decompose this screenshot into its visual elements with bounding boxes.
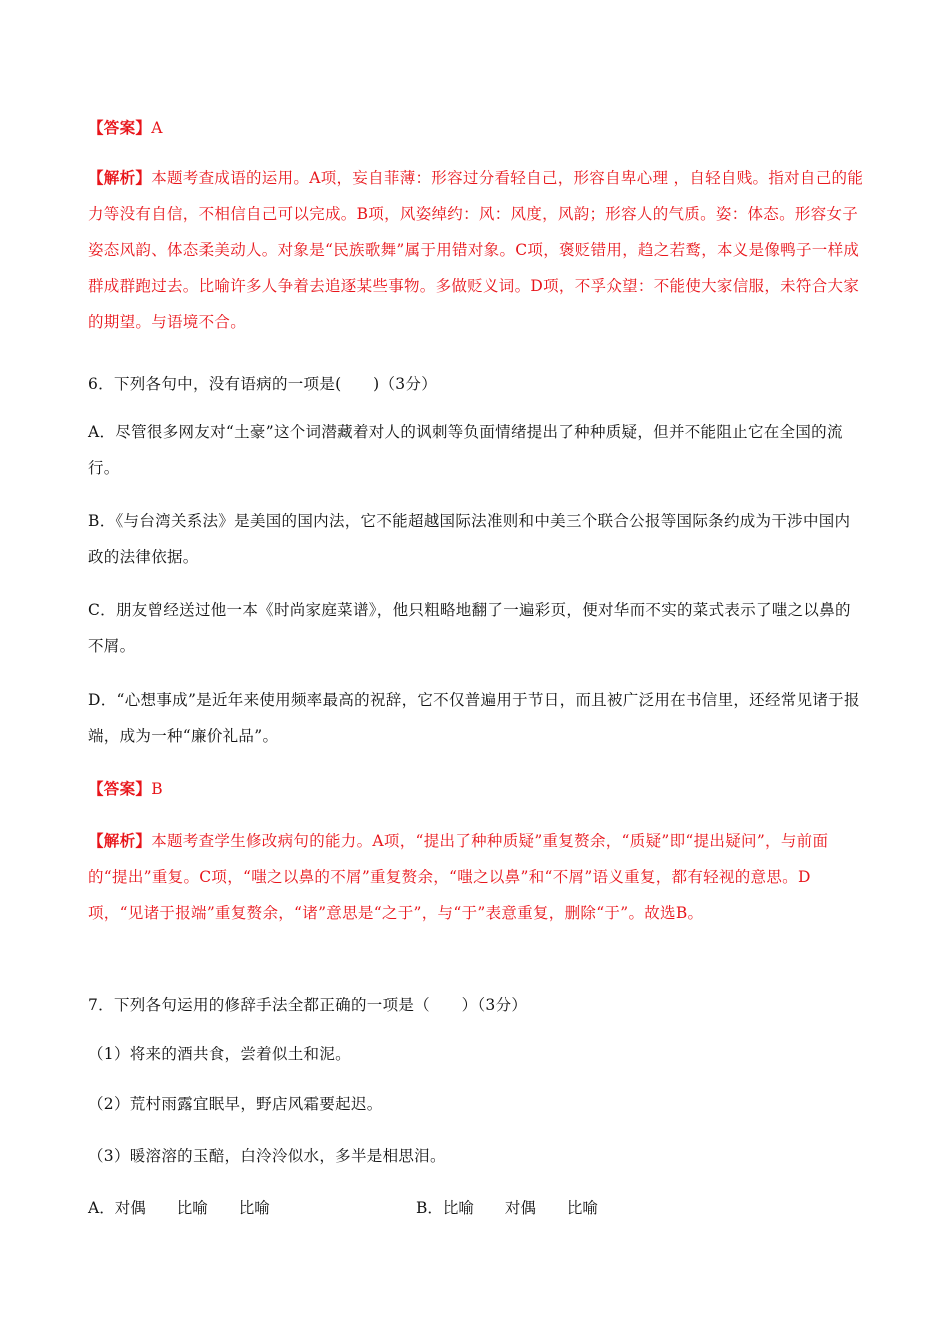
q7-line-1: （1）将来的酒共食，尝着似土和泥。 — [88, 1045, 351, 1063]
q6-option-b: B．《与台湾关系法》是美国的国内法，它不能超越国际法准则和中美三个联合公报等国际条约成为干涉中国内政的法律依据。 — [88, 512, 851, 566]
q7-stem: 7．下列各句运用的修辞手法全都正确的一项是（ ）（3分） — [88, 996, 528, 1014]
q5-answer — [88, 110, 866, 146]
analysis-tag: 【解析】 — [88, 168, 152, 187]
q7-line-2: （2）荒村雨露宜眠早，野店风霜要起迟。 — [88, 1095, 383, 1113]
analysis-text: 本题考查学生修改病句的能力。A项，“提出了种种质疑”重复赘余，“质疑”即“提出疑问”，与前面的“提出”重复。C项，“嗤之以鼻的不屑”重复赘余，“嗤之以鼻”和“不屑”语义重复，都有轻视的意思。D项，“见诸于报端”重复赘余，“诸”意思是“之于”，与“于”表意重复，删除“于”。故选B。 — [88, 832, 829, 922]
q7-option-b: B．比喻 对偶 比喻 — [416, 1199, 598, 1217]
q5-analysis — [88, 160, 866, 340]
answer-value: B — [151, 780, 163, 798]
q6-stem: 6．下列各句中，没有语病的一项是( )（3分） — [88, 375, 438, 393]
q6-answer — [88, 771, 866, 807]
analysis-text: 本题考查成语的运用。A项，妄自菲薄：形容过分看轻自己，形容自卑心理 ，自轻自贱。指对自己的能力等没有自信，不相信自己可以完成。B项，风姿绰约：风：风度，风韵；形容人的气质。姿：体态。形容女子姿态风韵、体态柔美动人。对象是“民族歌舞”属于用错对象。C项，褒贬错用，趋之若鹜，本义是像鸭子一样成群成群跑过去。比喻许多人争着去追逐某些事物。多做贬义词。D项，不孚众望：不能使大家信服，未符合大家的期望。与语境不合。 — [88, 169, 864, 331]
answer-tag: 【答案】 — [88, 779, 152, 798]
answer-tag: 【答案】 — [88, 118, 152, 137]
q7-line-3: （3）暖溶溶的玉醅，白泠泠似水，多半是相思泪。 — [88, 1147, 446, 1165]
q6-option-c: C．朋友曾经送过他一本《时尚家庭菜谱》，他只粗略地翻了一遍彩页，便对华而不实的菜式表示了嗤之以鼻的不屑。 — [88, 601, 851, 655]
q6-analysis — [88, 823, 866, 931]
answer-value: A — [151, 119, 163, 137]
q6-option-d: D．“心想事成”是近年来使用频率最高的祝辞，它不仅普遍用于节日，而且被广泛用在书信里，还经常见诸于报端，成为一种“廉价礼品”。 — [88, 691, 860, 745]
q6-option-a: A．尽管很多网友对“土豪”这个词潜藏着对人的讽刺等负面情绪提出了种种质疑，但并不能阻止它在全国的流行。 — [88, 423, 843, 477]
q7-option-a: A．对偶 比喻 比喻 — [88, 1199, 270, 1217]
analysis-tag: 【解析】 — [88, 831, 152, 850]
